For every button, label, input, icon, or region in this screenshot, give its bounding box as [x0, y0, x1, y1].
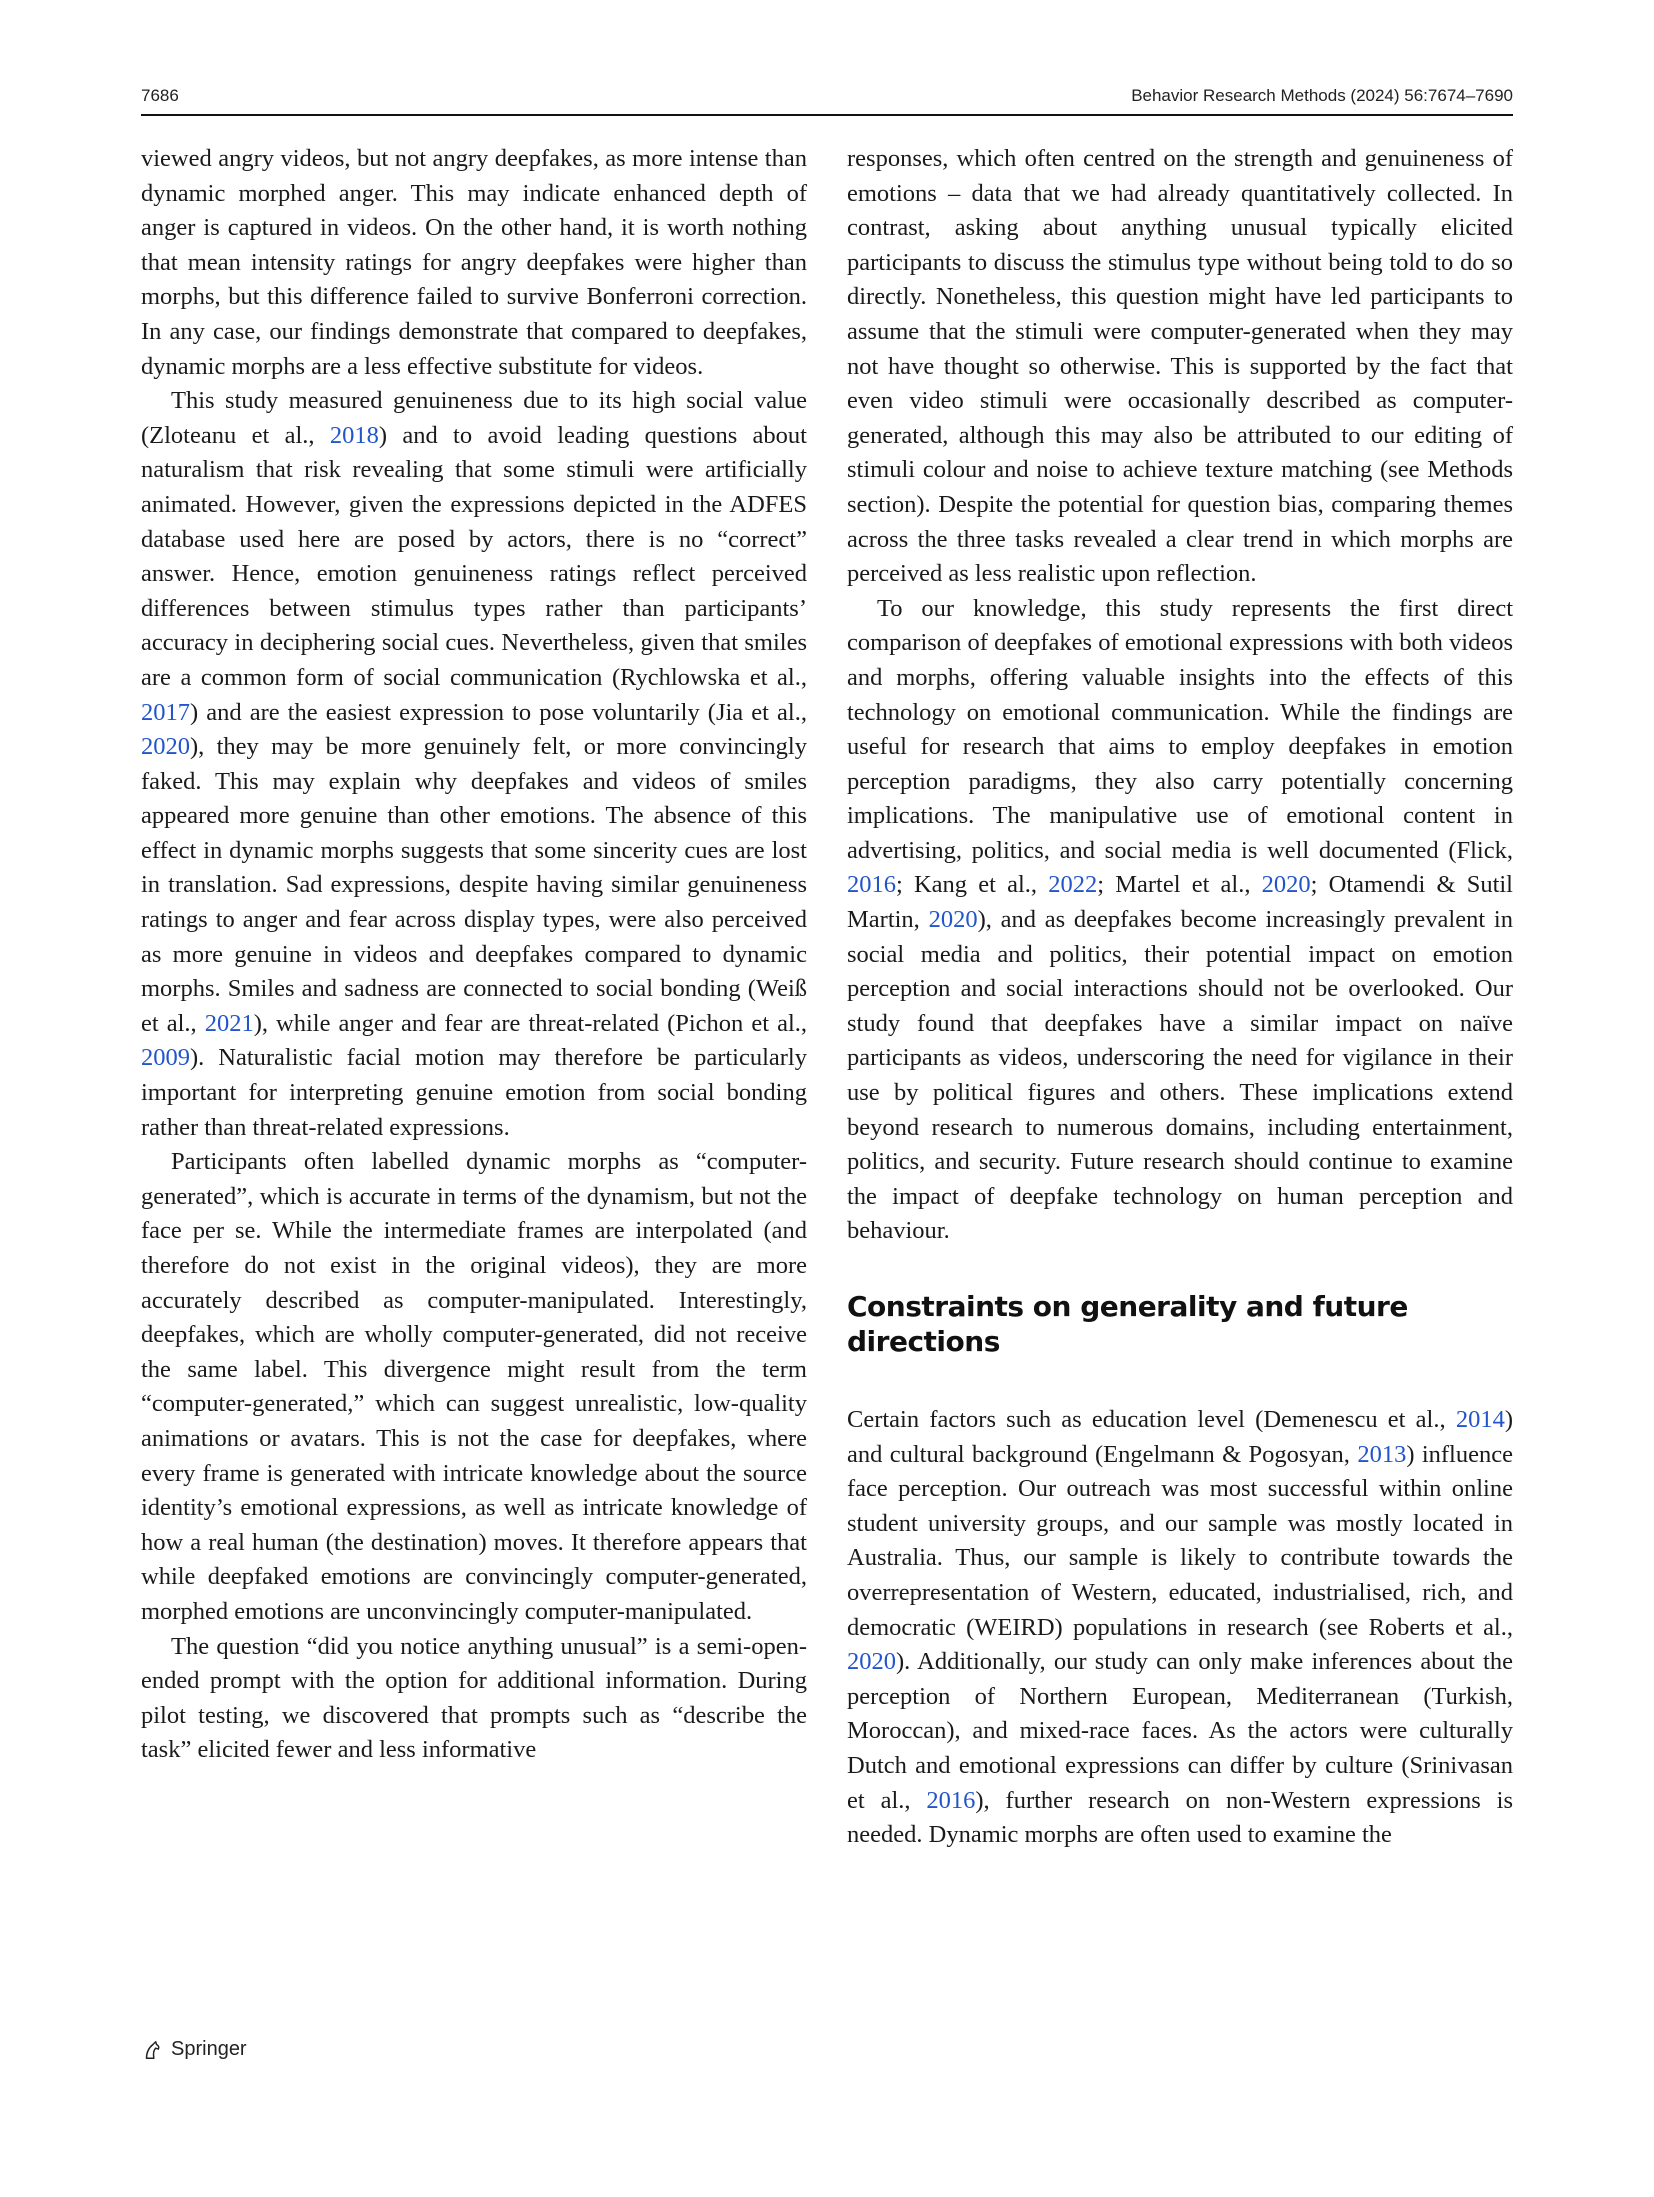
- running-header-journal: Behavior Research Methods (2024) 56:7674–7690: [1131, 86, 1513, 105]
- paragraph: [141, 142, 807, 384]
- paragraph: [141, 384, 807, 1145]
- paragraph: [847, 1403, 1513, 1853]
- paragraph-text: The question “did you notice anything unusual” is a semi-open-ended prompt with the option for additional information. During pilot testing, we discovered that prompts such as “describe the task” elicited fewer and less informative: [141, 1632, 807, 1764]
- citation-link[interactable]: 2021: [204, 1009, 254, 1037]
- citation-link[interactable]: 2016: [926, 1786, 976, 1814]
- citation-link[interactable]: 2014: [1455, 1406, 1505, 1433]
- paragraph-text: viewed angry videos, but not angry deepfakes, as more intense than dynamic morphed anger. This may indicate enhanced depth of anger is captured in videos. On the other hand, it is worth nothing that mean intensity ratings for angry deepfakes were higher than morphs, but this difference failed to survive Bonferroni correction. In any case, our findings demonstrate that compared to deepfakes, dynamic morphs are a less effective substitute for videos.: [141, 145, 807, 380]
- paragraph: [141, 1145, 807, 1629]
- page-number: 7686: [141, 86, 179, 105]
- paragraph-text: ; Otamendi & Sutil Martin,: [847, 871, 1513, 934]
- paragraph-text: responses, which often centred on the strength and genuineness of emotions – data that we had already quantitatively collected. In contrast, asking about anything unusual typically elicited participants to discuss the stimulus type without being told to do so directly. Nonetheless, this question might have led participants to assume that the stimuli were computer-generated when they may not have thought so otherwise. This is supported by the fact that even video stimuli were occasionally described as computer-generated, although this may also be attributed to our editing of stimuli colour and noise to achieve texture matching (see Methods section). Despite the potential for question bias, comparing themes across the three tasks revealed a clear trend in which morphs are perceived as less realistic upon reflection.: [847, 145, 1513, 588]
- paragraph: [847, 142, 1513, 592]
- left-column: [141, 142, 807, 1768]
- citation-link[interactable]: 2018: [329, 421, 379, 449]
- paragraph-text: ), further research on non-Western expressions is needed. Dynamic morphs are often used to examine the: [847, 1786, 1513, 1849]
- paragraph-text: ; Kang et al.,: [896, 871, 1049, 899]
- citation-link[interactable]: 2017: [141, 698, 190, 726]
- paragraph-text: Certain factors such as education level (Demenescu et al.,: [847, 1406, 1456, 1433]
- paragraph-text: ). Naturalistic facial motion may therefore be particularly important for interpreting genuine emotion from social bonding rather than threat-related expressions.: [141, 1044, 807, 1141]
- paragraph: [141, 1630, 807, 1768]
- citation-link[interactable]: 2020: [928, 906, 978, 934]
- paragraph: [847, 592, 1513, 1249]
- header-rule: [141, 114, 1513, 116]
- paragraph-text: ), they may be more genuinely felt, or more convincingly faked. This may explain why deepfakes and videos of smiles appeared more genuine than other emotions. The absence of this effect in dynamic morphs suggests that some sincerity cues are lost in translation. Sad expressions, despite having similar genuineness ratings to anger and fear across display types, were also perceived as more genuine in videos and deepfakes compared to dynamic morphs. Smiles and sadness are connected to social bonding (Weiß et al.,: [141, 733, 807, 1037]
- paragraph-text: This study measured genuineness due to its high social value (Zloteanu et al.,: [141, 387, 807, 449]
- right-column-top-text: [847, 142, 1513, 1249]
- citation-link[interactable]: 2020: [847, 1648, 896, 1676]
- paragraph-text: ). Additionally, our study can only make inferences about the perception of Northern European, Mediterranean (Turkish, Moroccan), and mixed-race faces. As the actors were culturally Dutch and emotional expressions can differ by culture (Srinivasan et al.,: [847, 1648, 1513, 1814]
- right-column-section-text: [847, 1403, 1513, 1853]
- paragraph-text: ) and cultural background (Engelmann & Pogosyan,: [847, 1406, 1513, 1468]
- citation-link[interactable]: 2020: [141, 733, 190, 761]
- paragraph-text: Participants often labelled dynamic morphs as “computer-generated”, which is accurate in terms of the dynamism, but not the face per se. While the intermediate frames are interpolated (and therefore do not exist in the original videos), they are more accurately described as computer-manipulated. Interestingly, deepfakes, which are wholly computer-generated, did not receive the same label. This divergence might result from the term “computer-generated,” which can suggest unrealistic, low-quality animations or avatars. This is not the case for deepfakes, where every frame is generated with intricate knowledge about the source identity’s emotional expressions, as well as intricate knowledge of how a real human (the destination) moves. It therefore appears that while deepfaked emotions are convincingly computer-generated, morphed emotions are unconvincingly computer-manipulated.: [141, 1148, 807, 1625]
- publisher-name: Springer: [171, 2038, 247, 2060]
- right-column: [847, 142, 1513, 1853]
- paragraph-text: ), while anger and fear are threat-related (Pichon et al.,: [253, 1009, 808, 1037]
- citation-link[interactable]: 2022: [1048, 871, 1098, 899]
- citation-link[interactable]: 2009: [141, 1044, 190, 1072]
- citation-link[interactable]: 2016: [847, 871, 896, 899]
- paragraph-text: ; Martel et al.,: [1097, 871, 1262, 899]
- citation-link[interactable]: 2020: [1261, 871, 1311, 899]
- paragraph-text: ) and are the easiest expression to pose voluntarily (Jia et al.,: [190, 698, 807, 726]
- paragraph-text: ) and to avoid leading questions about naturalism that risk revealing that some stimuli were artificially animated. However, given the expressions depicted in the ADFES database used here are posed by actors, there is no “correct” answer. Hence, emotion genuineness ratings reflect perceived differences between stimulus types rather than participants’ accuracy in deciphering social cues. Nevertheless, given that smiles are a common form of social communication (Rychlowska et al.,: [141, 421, 807, 691]
- paragraph-text: ), and as deepfakes become increasingly prevalent in social media and politics, their potential impact on emotion perception and social interactions should not be overlooked. Our study found that deepfakes have a similar impact on naïve participants as videos, underscoring the need for vigilance in their use by political figures and others. These implications extend beyond research to numerous domains, including entertainment, politics, and security. Future research should continue to examine the impact of deepfake technology on human perception and behaviour.: [847, 906, 1513, 1245]
- springer-horse-icon: [141, 2039, 163, 2061]
- footer: [141, 2038, 247, 2061]
- citation-link[interactable]: 2013: [1357, 1440, 1407, 1468]
- paragraph-text: ) influence face perception. Our outreach was most successful within online student university groups, and our sample was mostly located in Australia. Thus, our sample is likely to contribute towards the overrepresentation of Western, educated, industrialised, rich, and democratic (WEIRD) populations in research (see Roberts et al.,: [847, 1440, 1513, 1641]
- paragraph-text: To our knowledge, this study represents the first direct comparison of deepfakes of emotional expressions with both videos and morphs, offering valuable insights into the effects of this technology on emotional communication. While the findings are useful for research that aims to employ deepfakes in emotion perception paradigms, they also carry potentially concerning implications. The manipulative use of emotional content in advertising, politics, and social media is well documented (Flick,: [847, 594, 1513, 864]
- section-heading: Constraints on generality and future directions: [847, 1290, 1408, 1358]
